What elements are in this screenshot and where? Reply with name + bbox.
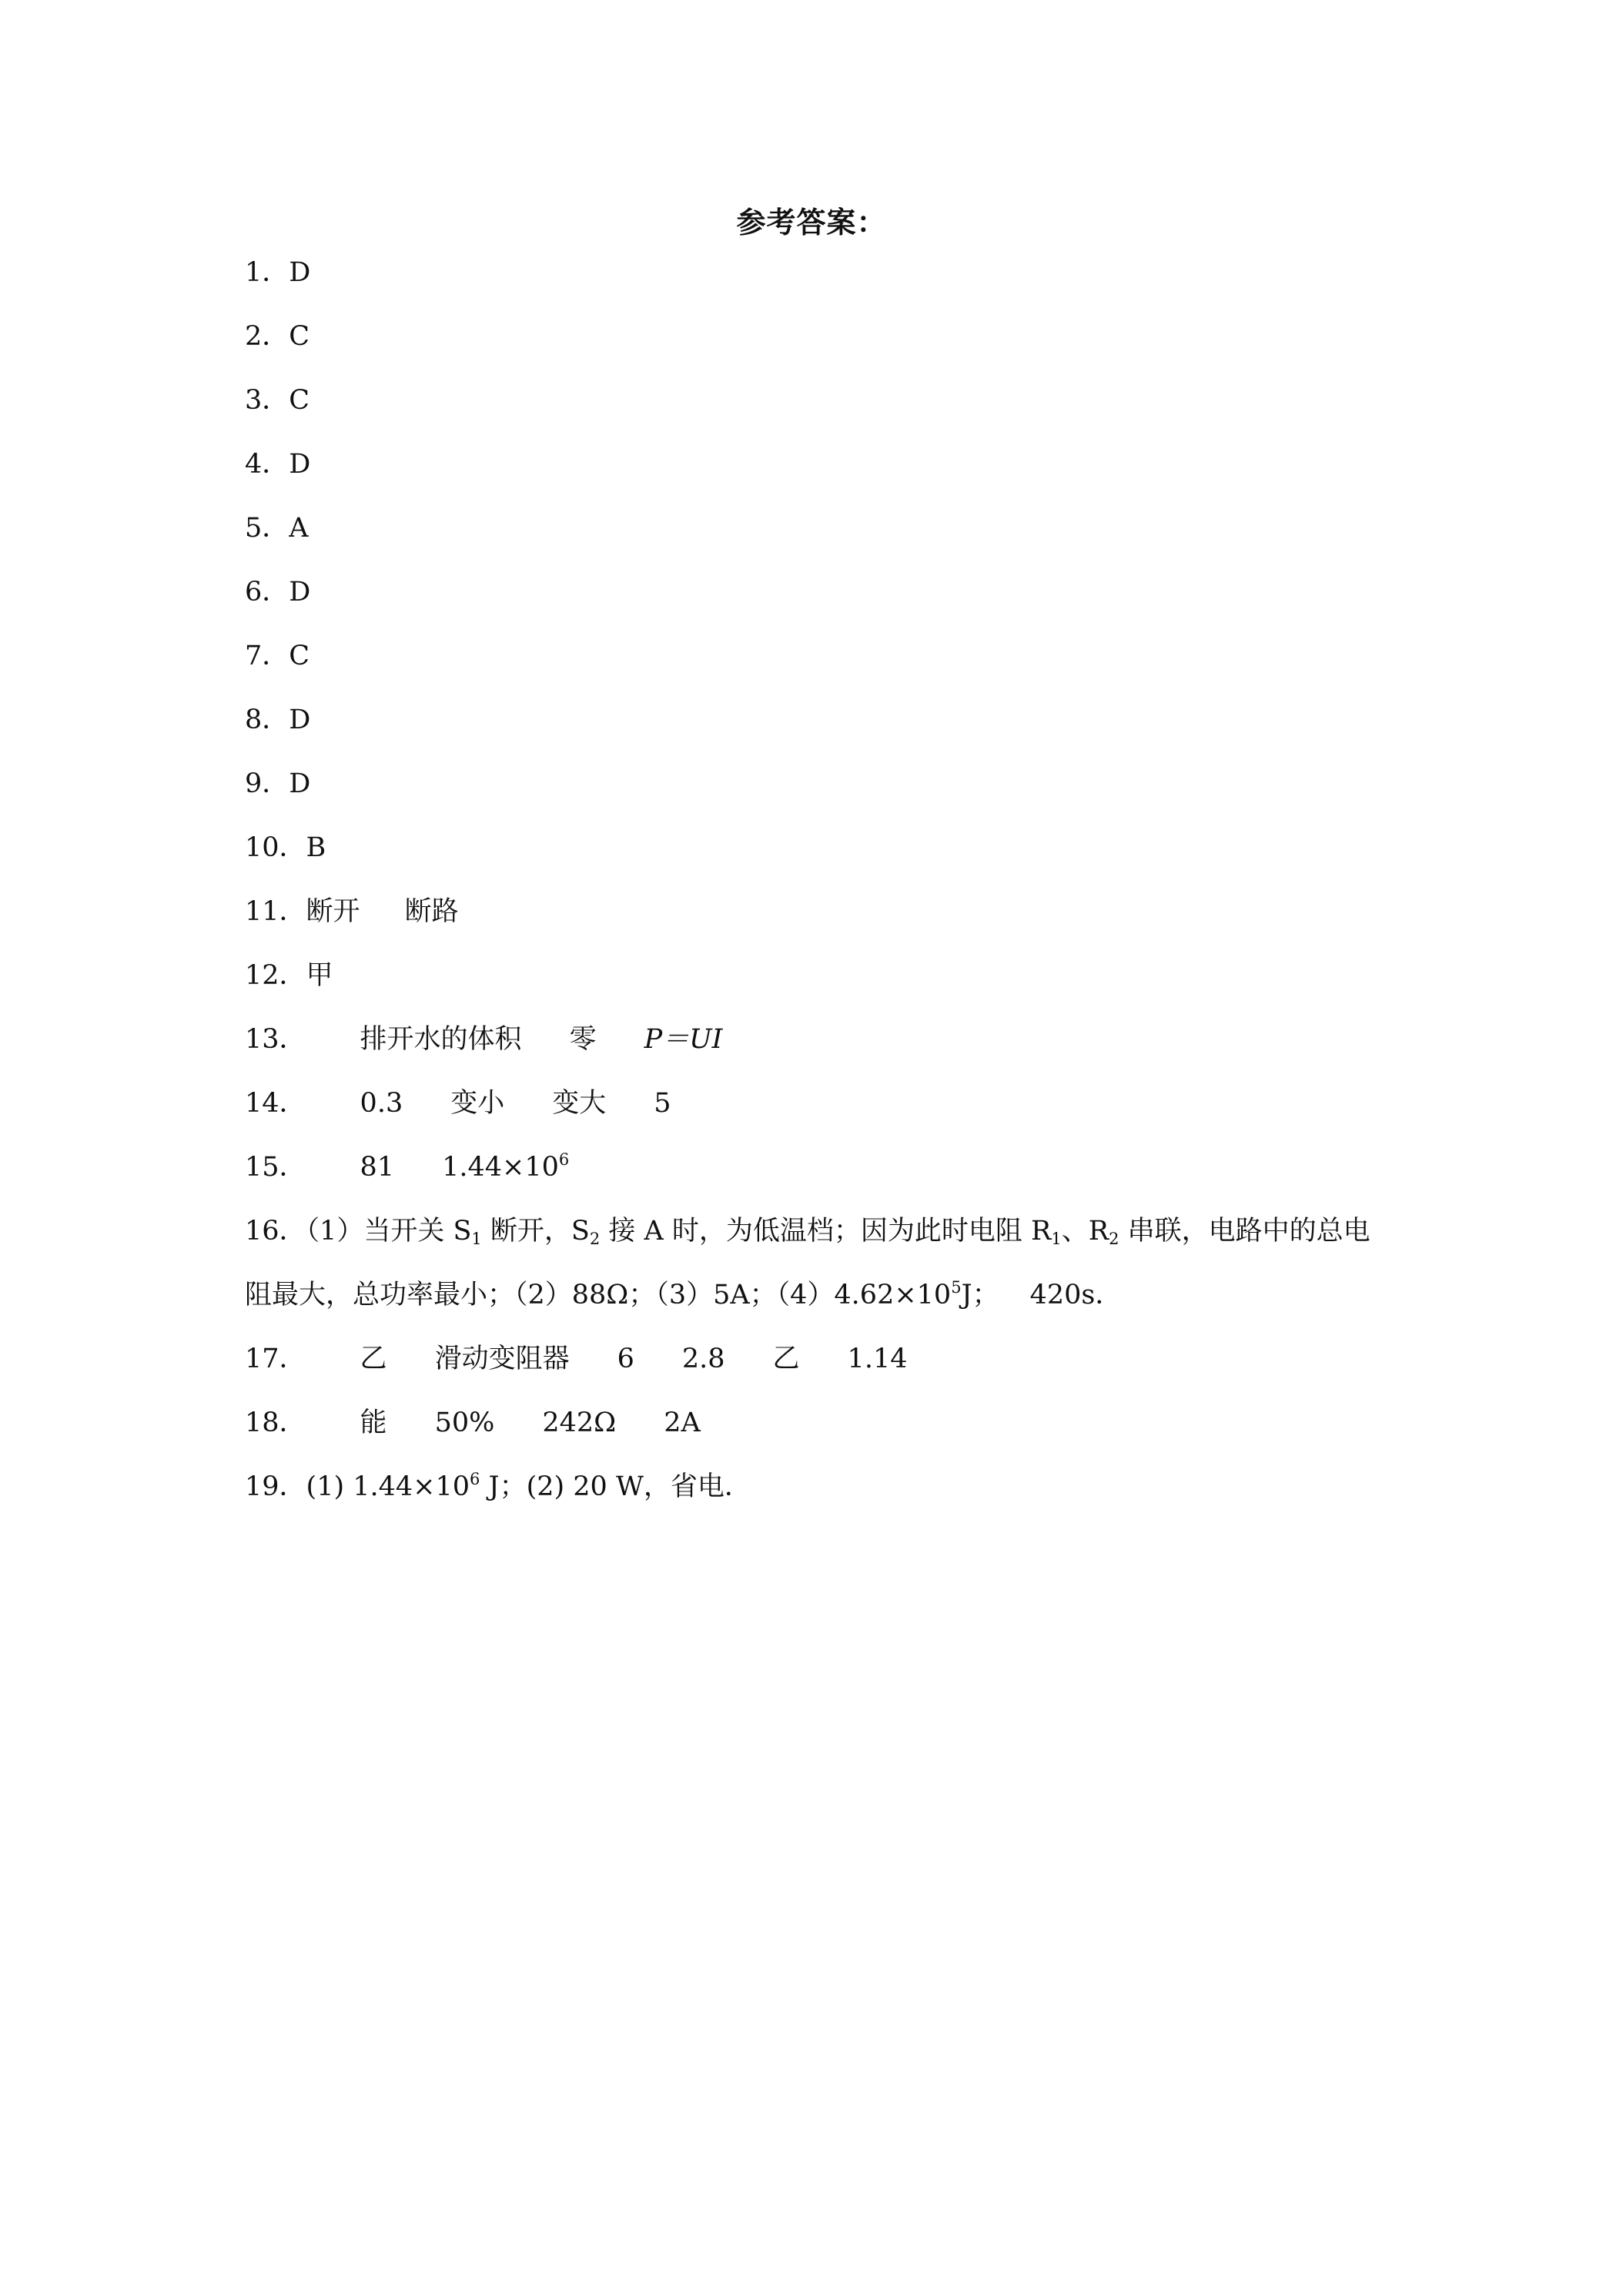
list-item	[245, 1337, 1400, 1401]
answer-exponent: 6	[558, 1150, 570, 1169]
answer-text: D	[289, 577, 311, 607]
list-item	[245, 1082, 1400, 1146]
list-item	[245, 315, 1400, 379]
answer-text: 、R	[1061, 1216, 1109, 1247]
answer-text: 420s．	[1029, 1280, 1123, 1310]
answer-text: 能	[360, 1407, 387, 1438]
list-item	[245, 826, 1400, 890]
superscript: 5	[951, 1278, 962, 1297]
list-item	[245, 890, 1400, 954]
answer-text: D	[289, 449, 311, 480]
question-number: 4．	[245, 449, 289, 480]
question-number: 7．	[245, 641, 289, 671]
answer-text: 2A	[664, 1407, 701, 1438]
answer-text: 242Ω	[542, 1407, 617, 1438]
answer-text: B	[306, 832, 326, 863]
list-item	[245, 1401, 1400, 1465]
answer-text: 断开	[306, 896, 360, 927]
list-item	[245, 954, 1400, 1018]
list-item	[245, 762, 1400, 826]
list-item	[245, 507, 1400, 571]
list-item	[245, 379, 1400, 443]
answer-text: 串联，电路中的总电	[1119, 1216, 1370, 1247]
page-title: 参考答案：	[736, 205, 887, 239]
answer-text: （1）当开关 S	[306, 1216, 472, 1247]
answer-text: D	[289, 705, 311, 735]
answer-text: 变小	[450, 1088, 505, 1119]
question-number: 1．	[245, 257, 289, 288]
list-item	[245, 1018, 1400, 1082]
list-item	[245, 251, 1400, 315]
answer-text: 6	[617, 1344, 634, 1374]
question-number: 15．	[245, 1152, 306, 1183]
answer-text: J；(2) 20 W，省电．	[480, 1471, 751, 1502]
subscript: 1	[471, 1230, 482, 1248]
answer-text: C	[289, 321, 310, 352]
subscript: 2	[1109, 1230, 1119, 1248]
answer-text: D	[289, 768, 311, 799]
answer-text: C	[289, 385, 310, 416]
question-number: 8．	[245, 705, 289, 735]
answer-text: J；	[961, 1280, 999, 1310]
question-number: 11．	[245, 896, 306, 927]
answer-text: 1.14	[847, 1344, 908, 1374]
answer-text: 排开水的体积	[360, 1024, 522, 1055]
answer-text: 断开，S	[481, 1216, 590, 1247]
answer-text: 断路	[404, 896, 459, 927]
answer-text: 甲	[306, 960, 333, 991]
question-number: 9．	[245, 768, 289, 799]
answer-text: 5	[654, 1088, 671, 1119]
question-number: 16．	[245, 1216, 306, 1247]
answer-base: 1.44×10	[442, 1152, 559, 1183]
question-number: 14．	[245, 1088, 306, 1119]
answer-text: C	[289, 641, 310, 671]
question-number: 17．	[245, 1344, 306, 1374]
question-number: 10．	[245, 832, 306, 863]
answer-text: 接 A 时，为低温档；因为此时电阻 R	[600, 1216, 1052, 1247]
list-item	[245, 1210, 1400, 1274]
answer-text: 乙	[772, 1344, 800, 1374]
answer-text: 81	[360, 1152, 395, 1183]
answer-text: (1) 1.44×10	[306, 1471, 470, 1502]
formula-text: P＝UI	[644, 1024, 723, 1055]
superscript: 6	[470, 1470, 480, 1488]
answer-text: 零	[569, 1024, 597, 1055]
answer-text: 阻最大，总功率最小；（2）88Ω；（3）5A；（4）4.62×10	[245, 1280, 952, 1310]
list-item	[245, 1146, 1400, 1210]
question-number: 5．	[245, 513, 289, 544]
list-item	[245, 634, 1400, 698]
question-number: 6．	[245, 577, 289, 607]
question-number: 2．	[245, 321, 289, 352]
subscript: 2	[589, 1230, 601, 1248]
list-item-continuation	[245, 1274, 1400, 1337]
answer-text: 2.8	[681, 1344, 725, 1374]
question-number: 19．	[245, 1471, 306, 1502]
list-item	[245, 443, 1400, 507]
answer-text: 0.3	[360, 1088, 403, 1119]
question-number: 13．	[245, 1024, 306, 1055]
answer-text: 滑动变阻器	[434, 1344, 570, 1374]
answer-text: 乙	[360, 1344, 387, 1374]
answer-text: 50%	[434, 1407, 495, 1438]
list-item	[245, 571, 1400, 634]
list-item	[245, 1465, 1400, 1529]
question-number: 12．	[245, 960, 306, 991]
question-number: 3．	[245, 385, 289, 416]
subscript: 1	[1051, 1230, 1062, 1248]
answer-text	[442, 1146, 569, 1189]
answer-text: A	[289, 513, 309, 544]
list-item	[245, 698, 1400, 762]
answer-text: D	[289, 257, 311, 288]
question-number: 18．	[245, 1407, 306, 1438]
answer-list	[245, 251, 1400, 1529]
answer-text: 变大	[552, 1088, 607, 1119]
